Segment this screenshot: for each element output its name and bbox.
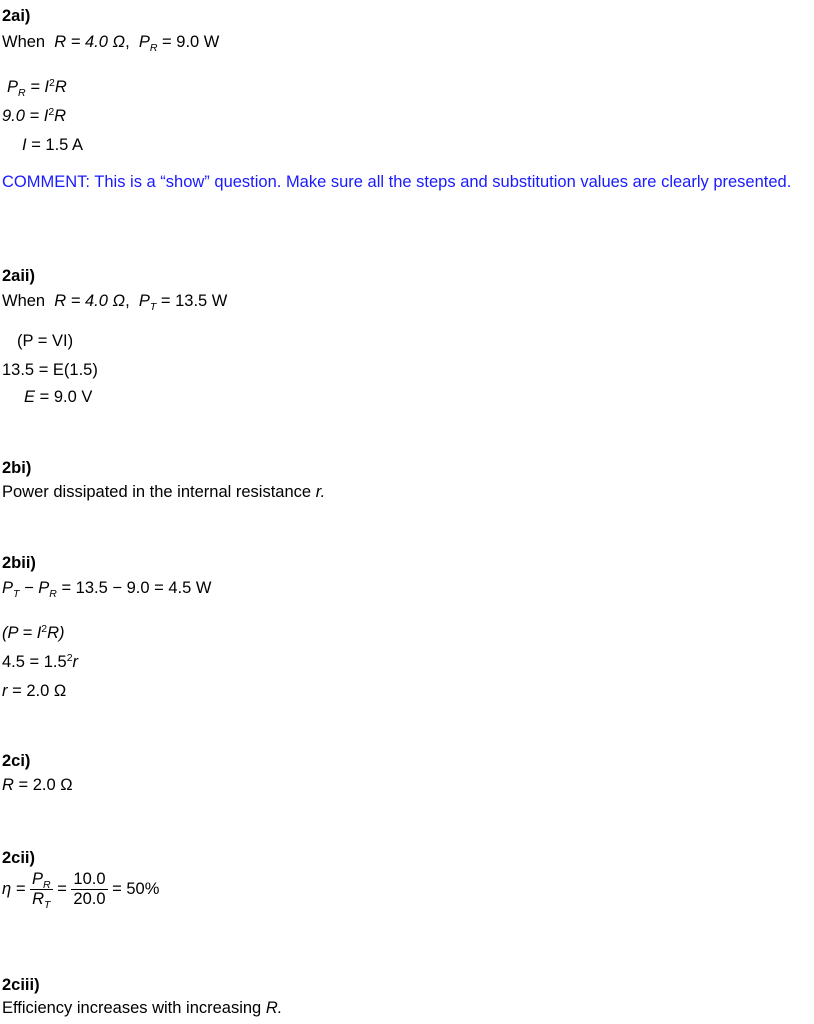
equation-emf-result: E = 9.0 V: [24, 388, 93, 406]
equation-internal-resistance-result: r = 2.0 Ω: [2, 682, 67, 700]
equation-power-i2r: $(P = I^2R)$: [2, 623, 65, 642]
heading-2ciii: 2ciii): [2, 976, 40, 994]
equation-emf-substitution: 13.5 = E(1.5): [2, 361, 98, 379]
comment-text: COMMENT: This is a “show” question. Make sure all the steps and substitution values are clearly presented.: [2, 173, 792, 191]
heading-2aii: 2aii): [2, 267, 36, 285]
heading-2ai: 2ai): [2, 7, 31, 25]
equation-internal-substitution: $4.5 = 1.5^2r$: [2, 652, 79, 671]
heading-2bi: 2bi): [2, 459, 32, 477]
equation-current-result: I = 1.5 A: [22, 136, 84, 154]
condition-line-2aii: When R = 4.0 Ω, $P_T = 13.5$ W: [2, 292, 228, 313]
answer-2ciii: Efficiency increases with increasing R.: [2, 999, 283, 1017]
heading-2ci: 2ci): [2, 752, 31, 770]
condition-line-2ai: When R = 4.0 Ω, $P_R = 9.0$ W: [2, 33, 220, 54]
heading-2bii: 2bii): [2, 554, 36, 572]
equation-pvi: (P = VI): [17, 332, 74, 350]
equation-power-difference: $P_T - P_R = 13.5 - 9.0 = 4.5$ W: [2, 579, 212, 600]
fraction-power-ratio: $\frac{P_R}{R_T}$: [31, 870, 51, 911]
equation-external-resistance: R = 2.0 Ω: [2, 776, 73, 794]
equation-efficiency: η = $\frac{P_R}{R_T}$ = $\frac{10.0}{20.0}$ = 50%: [2, 870, 160, 911]
fraction-value-ratio: $\frac{10.0}{20.0}$: [73, 870, 106, 908]
heading-2cii: 2cii): [2, 849, 36, 867]
answer-2bi: Power dissipated in the internal resistance r.: [2, 483, 326, 501]
equation-power-formula: $P_R = I^2R$: [7, 77, 67, 99]
equation-substitution: $9.0 = I^2R$: [2, 106, 67, 125]
